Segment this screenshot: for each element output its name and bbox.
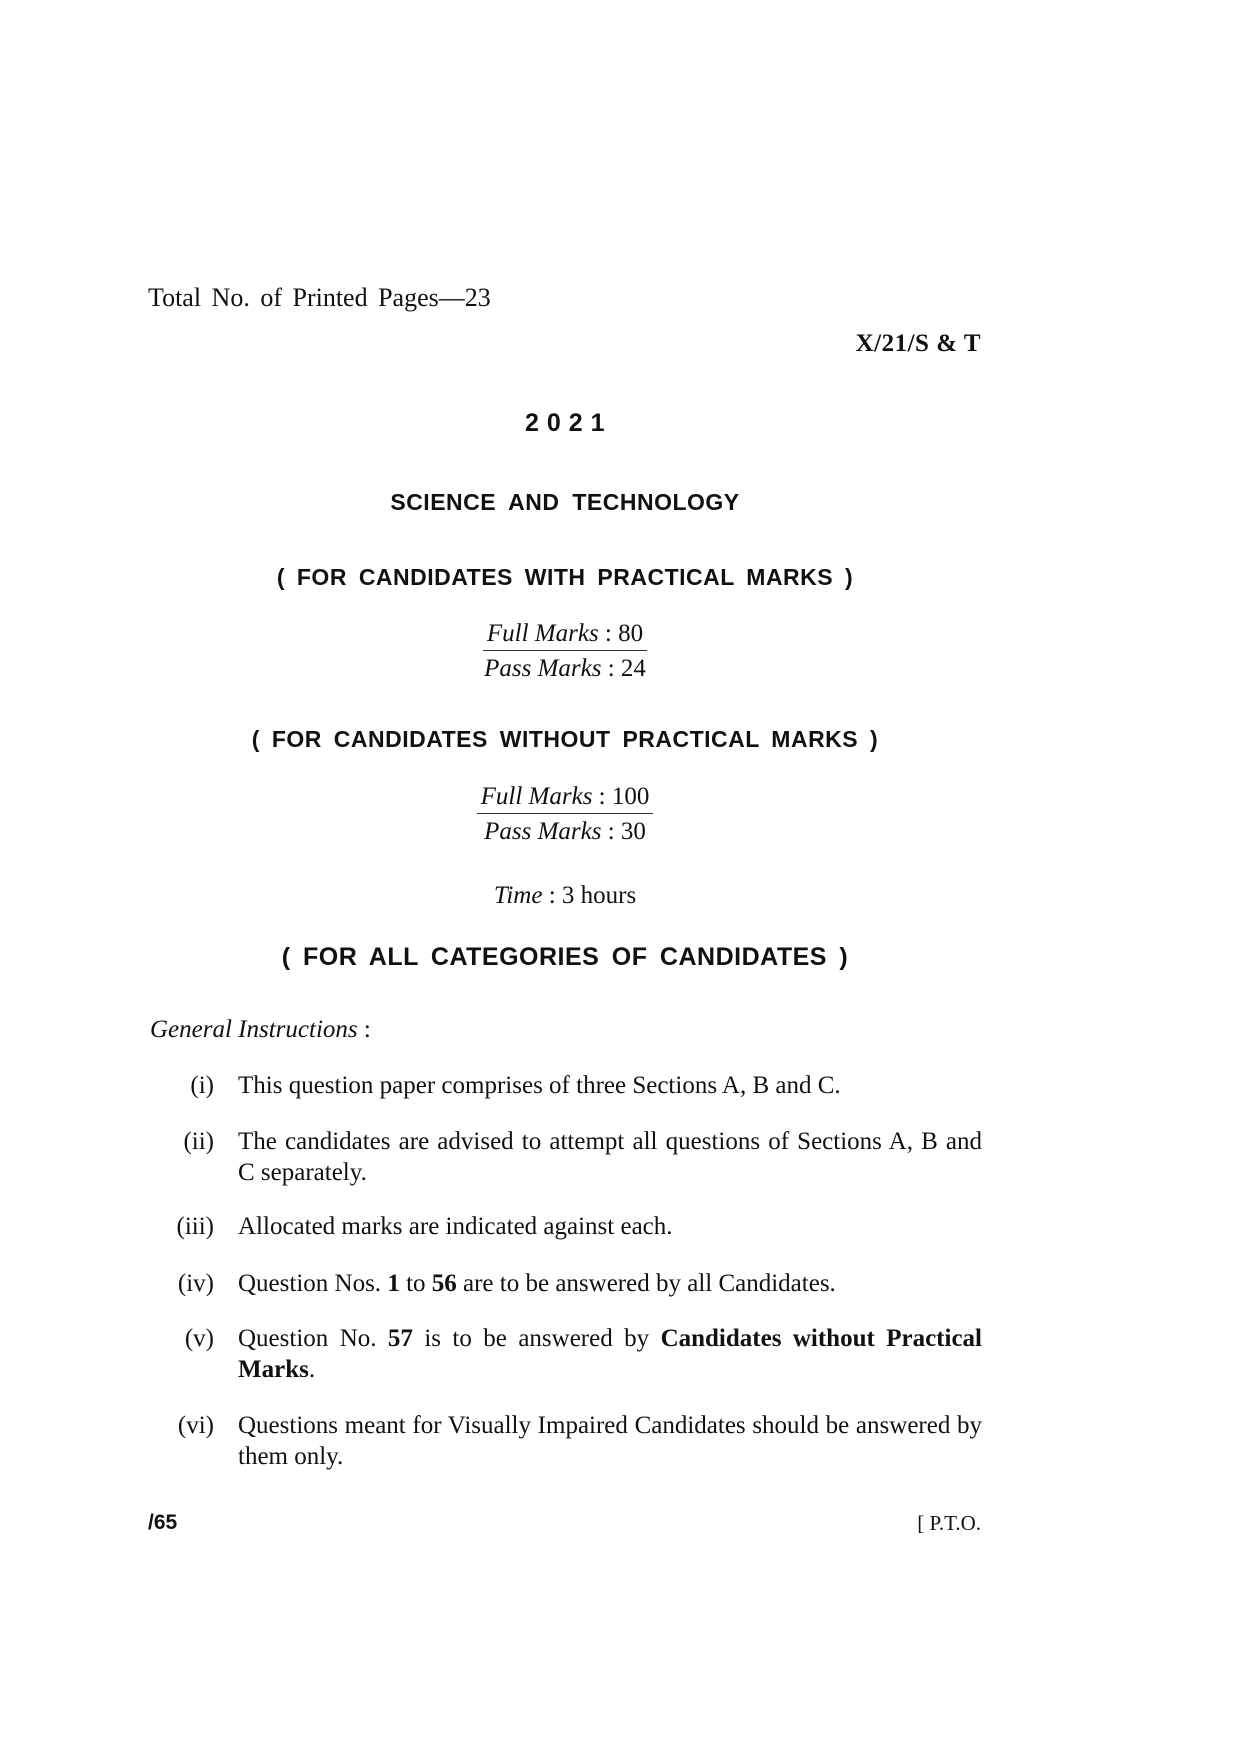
item-number: (ii) — [183, 1128, 214, 1155]
without-practical-marks — [0, 783, 1130, 846]
pass-marks-value: : 30 — [607, 818, 646, 845]
exam-time — [0, 882, 1130, 910]
item-number: (i) — [190, 1072, 214, 1099]
time-label: Time — [493, 882, 543, 909]
with-practical-marks — [0, 620, 1130, 683]
full-marks-label: Full Marks — [486, 620, 599, 647]
item-text — [238, 1323, 982, 1385]
exam-year: 2 0 2 1 — [525, 409, 605, 437]
subject-title: SCIENCE AND TECHNOLOGY — [390, 489, 740, 515]
text-part: Question Nos. — [238, 1270, 388, 1297]
with-practical-heading: ( FOR CANDIDATES WITH PRACTICAL MARKS ) — [276, 564, 854, 590]
without-practical-heading: ( FOR CANDIDATES WITHOUT PRACTICAL MARKS ) — [251, 726, 879, 752]
instruction-item — [150, 1126, 982, 1188]
paper-code: X/21/S & T — [855, 330, 981, 357]
pass-marks-label: Pass Marks — [484, 655, 602, 682]
pass-marks-label: Pass Marks — [484, 818, 602, 845]
full-marks-value: : 80 — [604, 620, 644, 647]
item-text: Allocated marks are indicated against each. — [238, 1213, 673, 1240]
text-part: Question No. — [238, 1325, 388, 1352]
printed-pages-count: Total No. of Printed Pages—23 — [148, 283, 491, 312]
item-text: This question paper comprises of three Sections A, B and C. — [238, 1072, 841, 1099]
instruction-item — [150, 1410, 982, 1472]
instruction-item — [150, 1268, 982, 1299]
text-part: is to be answered by — [412, 1325, 661, 1352]
instruction-item — [150, 1211, 982, 1242]
full-marks-value: : 100 — [598, 783, 650, 810]
item-number: (vi) — [177, 1412, 214, 1439]
instruction-item — [150, 1323, 982, 1385]
time-value: : 3 hours — [548, 882, 637, 909]
instruction-item — [150, 1070, 982, 1101]
all-categories-heading: ( FOR ALL CATEGORIES OF CANDIDATES ) — [281, 943, 849, 971]
item-text — [238, 1268, 982, 1299]
item-number: (iv) — [177, 1270, 214, 1297]
please-turn-over: [ P.T.O. — [917, 1511, 981, 1535]
bold-number: 1 — [387, 1270, 400, 1297]
bold-number: 56 — [431, 1270, 457, 1297]
instructions-colon: : — [357, 1016, 371, 1043]
page-code: /65 — [148, 1511, 178, 1534]
instructions-title-text: General Instructions — [150, 1016, 358, 1043]
text-part: . — [308, 1356, 316, 1383]
item-number: (v) — [184, 1325, 214, 1352]
item-number: (iii) — [176, 1213, 214, 1240]
text-part: are to be answered by all Candidates. — [456, 1270, 836, 1297]
bold-number: 57 — [387, 1325, 413, 1352]
item-text: Questions meant for Visually Impaired Candidates should be answered by them only. — [238, 1412, 982, 1470]
item-text: The candidates are advised to attempt all questions of Sections A, B and C separately. — [238, 1128, 982, 1186]
bold-phrase: Candidates without Practical Marks — [238, 1325, 982, 1383]
text-part: to — [399, 1270, 432, 1297]
pass-marks-value: : 24 — [607, 655, 646, 682]
full-marks-label: Full Marks — [480, 783, 593, 810]
instructions-title — [150, 1016, 371, 1044]
